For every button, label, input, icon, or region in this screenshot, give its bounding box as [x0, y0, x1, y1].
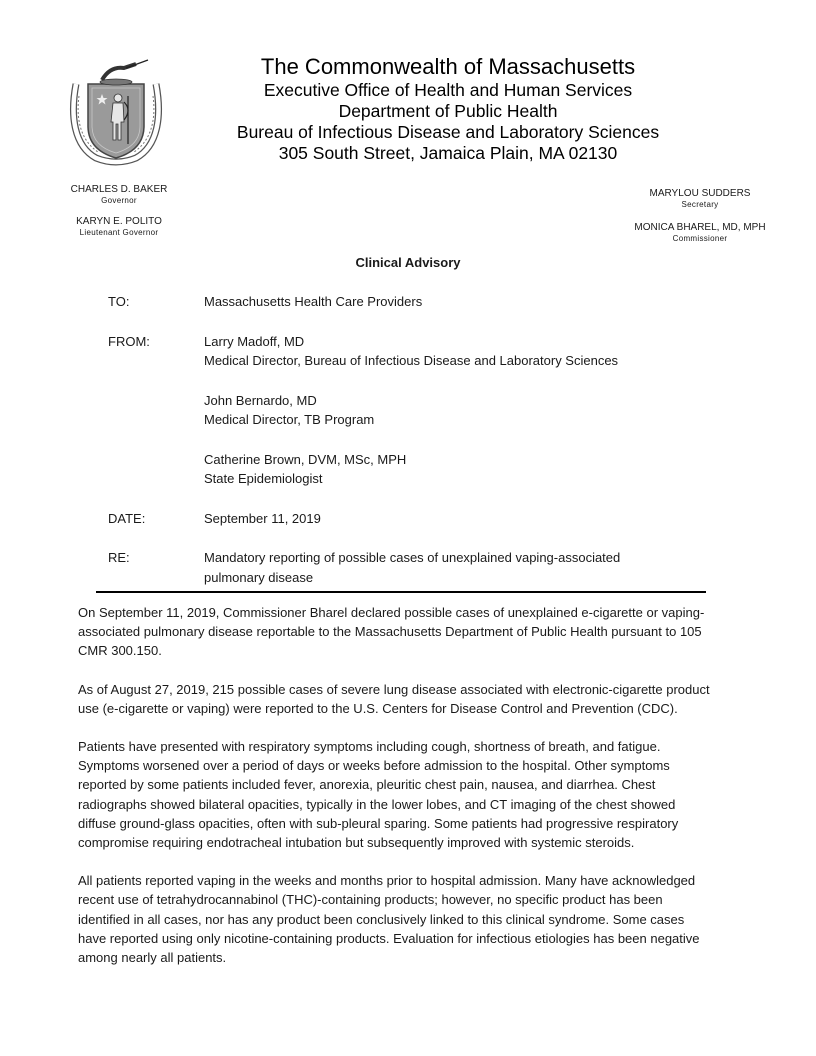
- massachusetts-seal: [66, 56, 166, 168]
- commissioner-name: MONICA BHAREL, MD, MPH: [634, 222, 766, 233]
- advisory-title: Clinical Advisory: [355, 255, 461, 270]
- from-title-1: Medical Director, Bureau of Infectious Disease and Laboratory Sciences: [204, 353, 619, 368]
- lieutenant-governor-title: Lieutenant Governor: [79, 228, 159, 237]
- body-paragraph-2: As of August 27, 2019, 215 possible cases of severe lung disease associated with electronic-cigarette product use (e-cigarette or vaping) were reported to the U.S. Centers for Disease Control and Prevention (CDC).: [78, 681, 710, 716]
- officials-right: [620, 188, 780, 244]
- letterhead-line-3: Bureau of Infectious Disease and Laboratory Sciences: [236, 122, 660, 142]
- body-paragraph-3: Patients have presented with respiratory symptoms including cough, shortness of breath, and fatigue. Symptoms worsened over a period of days or weeks before admission to the hospital. Other symptoms reported by some patients included fever, anorexia, pleuritic chest pain, nausea, and diarrhea. Chest radiographs showed bilateral opacities, typically in the lower lobes, and CT imaging of the chest showed diffuse ground-glass opacities, often with sub-pleural sparing. Some patients had progressive respiratory compromise requiring endotracheal intubation but subsequently improved with systemic steroids.: [78, 739, 679, 851]
- re-label: RE:: [108, 550, 130, 565]
- secretary-name: MARYLOU SUDDERS: [649, 188, 751, 199]
- re-line-2: pulmonary disease: [204, 569, 314, 585]
- letterhead-line-1: Executive Office of Health and Human Services: [263, 80, 633, 100]
- governor-title: Governor: [101, 196, 137, 205]
- memo-date-row: [108, 509, 708, 529]
- header-divider: [96, 591, 706, 593]
- letterhead: [200, 54, 696, 164]
- to-value: Massachusetts Health Care Providers: [204, 294, 423, 309]
- from-title-2: Medical Director, TB Program: [204, 412, 375, 427]
- commissioner-title: Commissioner: [672, 234, 728, 243]
- letterhead-line-2: Department of Public Health: [338, 101, 558, 121]
- memo-to-row: [108, 292, 708, 312]
- governor-name: CHARLES D. BAKER: [70, 184, 168, 195]
- from-name-3: Catherine Brown, DVM, MSc, MPH: [204, 451, 407, 467]
- memo-header: [108, 292, 708, 587]
- lieutenant-governor-name: KARYN E. POLITO: [76, 216, 162, 227]
- from-name-1: Larry Madoff, MD: [204, 333, 305, 349]
- memo-from-row: [108, 332, 708, 489]
- re-line-1: Mandatory reporting of possible cases of unexplained vaping-associated: [204, 550, 621, 565]
- body-paragraph-4: All patients reported vaping in the weeks and months prior to hospital admission. Many have acknowledged recent use of tetrahydrocannabinol (THC)-containing products; however, no specific product has been identified in all cases, nor has any product been conclusively linked to this clinical syndrome. Some cases have reported using only nicotine-containing products. Evaluation for infectious etiologies has been negative among nearly all patients.: [78, 873, 700, 966]
- secretary-title: Secretary: [681, 200, 719, 209]
- body-paragraph-1: On September 11, 2019, Commissioner Bharel declared possible cases of unexplained e-cigarette or vaping-associated pulmonary disease reportable to the Massachusetts Department of Public Health pursuant to 105 CMR 300.150.: [78, 605, 705, 659]
- letterhead-title: The Commonwealth of Massachusetts: [260, 54, 636, 79]
- letterhead-line-4: 305 South Street, Jamaica Plain, MA 02130: [278, 143, 618, 163]
- from-name-2: John Bernardo, MD: [204, 392, 317, 408]
- from-title-3: State Epidemiologist: [204, 471, 323, 486]
- memo-re-row: [108, 548, 708, 587]
- officials-left: [54, 184, 184, 238]
- from-label: FROM:: [108, 333, 150, 349]
- advisory-body: [78, 603, 710, 986]
- to-label: TO:: [108, 294, 130, 309]
- date-label: DATE:: [108, 510, 146, 526]
- date-value: September 11, 2019: [204, 510, 321, 526]
